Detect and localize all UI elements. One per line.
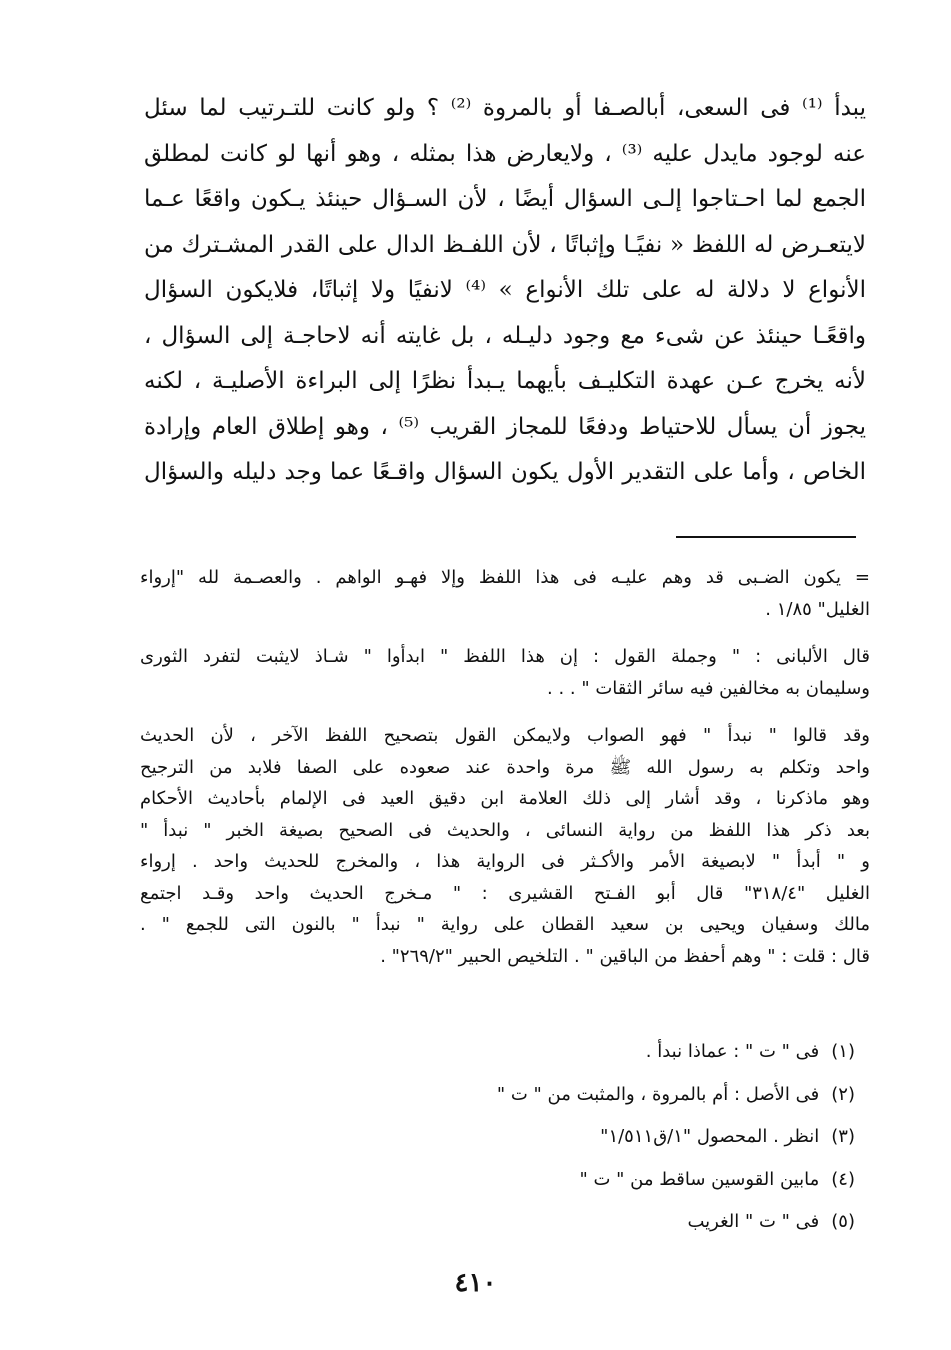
note-text: انظر . المحصول "١/ق١/٥١١" [600,1126,820,1147]
body-line: واقعًـا حينئذ عن شىء مع وجود دليـله ، بل غايته أنه لاحاجـة إلى السؤال ، [144,322,866,349]
footnote-line: الغليل" ١/٨٥ . [765,598,870,620]
footnote-albani-quote [140,641,870,704]
note-text: فى " ت " : عماذا نبدأ . [645,1041,820,1062]
note-text: مابين القوسين ساقط من " ت " [579,1168,820,1190]
note-number: (٥) [831,1211,855,1232]
page-number: ٤١٠ [454,1268,497,1298]
body-line: الأنواع لا دلالة له على تلك الأنواع » ⁽⁴⁾ لانفيًا ولا إثباتًا، فلايكون السؤال [144,277,866,303]
main-body-text [144,86,866,496]
body-line: الجمع لما احـتاجوا إلـى السؤال أيضًا ، لأن السـؤال حينئذ يـكون واقعًا عـما [144,186,866,212]
footnote-continuation [140,562,870,625]
footnote-separator [676,536,856,538]
footnote-line: واحد وتكلم به رسول الله ﷺ مرة واحدة عند صعوده على الصفا فلابد من الترجيح [140,756,870,778]
footnote-line: قال الألبانى : " وجملة القول : إن هذا اللفظ " ابدأوا " شـاذ لايثبت لتفرد الثورى [140,646,870,667]
body-line: لأنه يخرج عـن عهدة التكليـف بأيهما يـبدأ نظرًا إلى البراءة الأصليـة ، لكنه [144,368,866,394]
note-item [355,1201,855,1244]
body-line: لايتعـرض له اللفظ « نفيًـا وإثباتًا ، لأن اللفـظ الدال على القدر المشـترك من [144,231,866,258]
body-line: يجوز أن يسأل للاحتياط ودفعًا للمجاز القريب ⁽⁵⁾ ، وهو إطلاق العام وإرادة [144,413,866,440]
note-item [355,1031,855,1074]
footnote-line: و " أبدأ " لابصيغة الأمر والأكـثر فى الرواية هذا ، والمخرج للحديث واحد . إرواء [140,851,870,872]
note-item [355,1074,855,1117]
footnote-line: الغليل "٣١٨/٤" قال أبو الفـتح القشيرى : " مـخرج الحديث واحد وقـد اجتمع [140,882,870,904]
body-line: الخاص ، وأما على التقدير الأول يكون السؤال واقـعًا عما وجد دليله والسؤال [144,459,866,485]
note-item [355,1159,855,1202]
footnote-line: قال : قلت : " وهم أحفظ من الباقين " . التلخيص الحبير "٢٦٩/٢" . [380,945,870,967]
note-number: (١) [831,1041,855,1062]
footnote-line: = يكون الضـبى قد وهم عليـه فى هذا اللفظ وإلا فهـو الواهم . والعصـمة لله "إرواء [140,567,870,588]
note-number: (٢) [831,1083,855,1105]
footnote-line: وقد قالوا " نبدأ " فهو الصواب ولايمكن القول بتصحيح اللفظ الآخر ، لأن الحديث [140,725,870,746]
body-line: يبدأ ⁽¹⁾ فى السعى، أبالصـفا أو بالمروة ⁽²⁾ ؟ ولو كانت للتـرتيب لما سئل [144,95,866,121]
footnote-line: بعد ذكر هذا اللفظ من رواية النسائى ، والحديث فى الصحيح بصيغة الخبر " نبدأ " [140,819,870,841]
note-number: (٣) [831,1126,855,1147]
numbered-notes [355,1031,855,1244]
note-item [355,1116,855,1159]
footnote-line: وسليمان به مخالفين فيه سائر الثقات " . . . [547,677,870,699]
footnote-line: مالك وسفيان ويحيى بن سعيد القطان على رواية " نبدأ " بالنون التى للجمع " . [140,914,870,935]
note-number: (٤) [831,1168,855,1190]
note-text: فى " ت " الغريب [687,1211,820,1232]
footnote-discussion [140,720,870,972]
body-line: عنه لوجود مايدل عليه ⁽³⁾ ، ولايعارض هذا بمثله ، وهو أنها لو كانت لمطلق [144,140,866,167]
note-text: فى الأصل : أم بالمروة ، والمثبت من " ت " [496,1083,820,1105]
footnote-line: وهو ماذكرنا ، وقد أشار إلى ذلك العلامة ابن دقيق العيد فى الإلمام بأحاديث الأحكام [140,788,870,809]
